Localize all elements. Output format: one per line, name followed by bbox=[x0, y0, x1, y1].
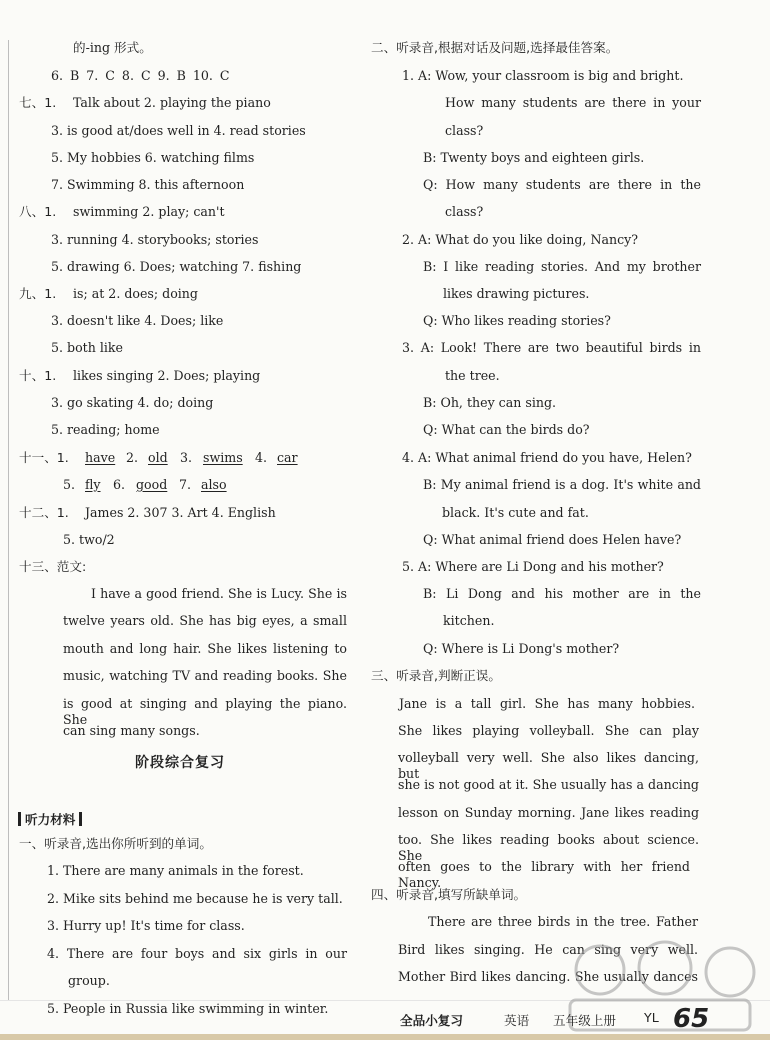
essay-line bbox=[63, 668, 347, 684]
footer-brand: 全品小复习 bbox=[400, 1013, 463, 1028]
essay-line bbox=[63, 613, 347, 629]
tag-bar bbox=[79, 812, 82, 826]
dialogue-line: likes drawing pictures. bbox=[443, 286, 590, 301]
question-line: 1. There are many animals in the forest. bbox=[47, 863, 304, 878]
answer-line: is; at 2. does; doing bbox=[73, 286, 198, 301]
question-line: 2. Mike sits behind me because he is very tall. bbox=[47, 891, 343, 906]
section-number: 十一、1. bbox=[19, 450, 69, 465]
passage-text: Bird likes singing. He can sing very well. bbox=[398, 942, 698, 957]
question-line bbox=[47, 946, 347, 962]
section-heading: 阶段综合复习 bbox=[135, 755, 225, 771]
answer-line: Talk about 2. playing the piano bbox=[73, 95, 271, 110]
dialogue-line: 1. A: Wow, your classroom is big and bright. bbox=[402, 68, 684, 83]
essay-text: I have a good friend. She is Lucy. She is bbox=[91, 586, 347, 601]
section-title: 一、听录音,选出你所听到的单词。 bbox=[19, 836, 212, 851]
essay-line bbox=[91, 586, 347, 602]
dialogue-line bbox=[423, 586, 701, 602]
answer-line: 5. reading; home bbox=[51, 422, 160, 437]
section-number: 十二、1. bbox=[19, 505, 69, 520]
answer-line: 3. is good at/does well in 4. read stories bbox=[51, 123, 306, 138]
passage-line bbox=[398, 777, 699, 793]
dialogue-line bbox=[402, 340, 701, 356]
question-line: 5. People in Russia like swimming in winter. bbox=[47, 1001, 329, 1016]
answer-word: car bbox=[277, 450, 298, 465]
dialogue-line: Q: Where is Li Dong's mother? bbox=[423, 641, 620, 656]
section-number: 九、1. bbox=[19, 286, 57, 301]
dialogue-line: black. It's cute and fat. bbox=[442, 505, 589, 520]
passage-line bbox=[399, 696, 695, 712]
dialogue-line bbox=[423, 259, 701, 275]
dialogue-line: Q: Who likes reading stories? bbox=[423, 313, 611, 328]
underlined-word bbox=[148, 450, 168, 466]
section-number: 十、1. bbox=[19, 368, 57, 383]
passage-line bbox=[428, 914, 698, 930]
answer-line: swimming 2. play; can't bbox=[73, 204, 225, 219]
photo-edge-strip bbox=[0, 1034, 770, 1040]
passage-text: too. She likes reading books about science. She bbox=[398, 832, 699, 863]
answer-line: 5. drawing 6. Does; watching 7. fishing bbox=[51, 259, 302, 274]
answer-line: 6. B 7. C 8. C 9. B 10. C bbox=[51, 68, 230, 83]
answer-line: 5. My hobbies 6. watching films bbox=[51, 150, 255, 165]
tag-label: 听力材料 bbox=[25, 812, 76, 827]
answer-line: James 2. 307 3. Art 4. English bbox=[85, 505, 276, 520]
passage-line bbox=[398, 805, 699, 821]
question-line: 3. Hurry up! It's time for class. bbox=[47, 918, 245, 933]
answer-word: fly bbox=[85, 477, 101, 492]
answer-line: 5. two/2 bbox=[63, 532, 115, 547]
dialogue-line: class? bbox=[445, 204, 484, 219]
passage-text: volleyball very well. She also likes dancing, but bbox=[398, 750, 699, 781]
dialogue-line: B: Twenty boys and eighteen girls. bbox=[423, 150, 645, 165]
item-number: 4. bbox=[255, 450, 268, 465]
footer-subject: 英语 bbox=[504, 1013, 530, 1028]
answer-line: 5. both like bbox=[51, 340, 123, 355]
dialogue-line bbox=[445, 95, 701, 111]
dialogue-line bbox=[423, 177, 701, 193]
question-line: group. bbox=[68, 973, 110, 988]
item-number: 7. bbox=[179, 477, 192, 492]
dialogue-line: 5. A: Where are Li Dong and his mother? bbox=[402, 559, 664, 574]
section-title: 十三、范文: bbox=[19, 559, 87, 574]
dialogue-text: B: Li Dong and his mother are in the bbox=[423, 586, 701, 601]
footer-grade: 五年级上册 bbox=[553, 1013, 616, 1028]
section-number: 七、1. bbox=[19, 95, 57, 110]
item-number: 2. bbox=[126, 450, 139, 465]
footer-edition: YL bbox=[644, 1010, 659, 1025]
dialogue-line: Q: What can the birds do? bbox=[423, 422, 590, 437]
underlined-word bbox=[203, 450, 243, 466]
section-title: 四、听录音,填写所缺单词。 bbox=[371, 887, 527, 902]
dialogue-text: 3. A: Look! There are two beautiful birds in bbox=[402, 340, 701, 355]
essay-text: music, watching TV and reading books. She bbox=[63, 668, 347, 683]
essay-text: twelve years old. She has big eyes, a small bbox=[63, 613, 347, 628]
essay-line bbox=[63, 641, 347, 657]
section-number: 八、1. bbox=[19, 204, 57, 219]
item-number: 6. bbox=[113, 477, 126, 492]
dialogue-text: How many students are there in your bbox=[445, 95, 701, 110]
answer-line: 3. doesn't like 4. Does; like bbox=[51, 313, 224, 328]
answer-line: 7. Swimming 8. this afternoon bbox=[51, 177, 245, 192]
dialogue-line: kitchen. bbox=[443, 613, 495, 628]
essay-line: can sing many songs. bbox=[63, 723, 200, 738]
answer-word: swims bbox=[203, 450, 243, 465]
passage-text: Jane is a tall girl. She has many hobbies. bbox=[399, 696, 695, 711]
answer-line: 3. running 4. storybooks; stories bbox=[51, 232, 259, 247]
answer-line: 的-ing 形式。 bbox=[73, 40, 152, 55]
passage-text: There are three birds in the tree. Father bbox=[428, 914, 698, 929]
answer-word: good bbox=[136, 477, 168, 492]
underlined-word bbox=[85, 450, 115, 466]
answer-word: also bbox=[201, 477, 227, 492]
passage-text: often goes to the library with her friend Nancy. bbox=[398, 859, 690, 890]
dialogue-line bbox=[423, 477, 701, 493]
essay-text: is good at singing and playing the piano. She bbox=[63, 696, 347, 727]
underlined-word bbox=[136, 477, 167, 493]
passage-line bbox=[398, 723, 699, 739]
section-title: 三、听录音,判断正误。 bbox=[371, 668, 501, 683]
underlined-word bbox=[277, 450, 298, 466]
underlined-word bbox=[85, 477, 101, 493]
passage-text: she is not good at it. She usually has a dancing bbox=[398, 777, 699, 792]
listening-material-tag bbox=[18, 809, 82, 828]
section-title: 二、听录音,根据对话及问题,选择最佳答案。 bbox=[371, 40, 619, 55]
question-text: 4. There are four boys and six girls in our bbox=[47, 946, 347, 961]
dialogue-line: class? bbox=[445, 123, 484, 138]
dialogue-text: B: My animal friend is a dog. It's white and bbox=[423, 477, 701, 492]
passage-text: lesson on Sunday morning. Jane likes reading bbox=[398, 805, 699, 820]
tag-bar bbox=[18, 812, 21, 826]
answer-word: old bbox=[148, 450, 168, 465]
essay-text: mouth and long hair. She likes listening to bbox=[63, 641, 347, 656]
answer-line: 3. go skating 4. do; doing bbox=[51, 395, 214, 410]
answer-word: have bbox=[85, 450, 116, 465]
item-number: 5. bbox=[63, 477, 76, 492]
dialogue-line: 2. A: What do you like doing, Nancy? bbox=[402, 232, 638, 247]
passage-text: She likes playing volleyball. She can play bbox=[398, 723, 699, 738]
dialogue-line: 4. A: What animal friend do you have, Helen? bbox=[402, 450, 692, 465]
dialogue-text: Q: How many students are there in the bbox=[423, 177, 701, 192]
page-binding-edge bbox=[8, 40, 9, 1000]
answer-line: likes singing 2. Does; playing bbox=[73, 368, 261, 383]
passage-text: Mother Bird likes dancing. She usually dances bbox=[398, 969, 698, 984]
page-number: 65 bbox=[673, 1004, 710, 1034]
dialogue-line: Q: What animal friend does Helen have? bbox=[423, 532, 682, 547]
dialogue-text: B: I like reading stories. And my brother bbox=[423, 259, 701, 274]
underlined-word bbox=[201, 477, 227, 493]
item-number: 3. bbox=[180, 450, 193, 465]
dialogue-line: the tree. bbox=[445, 368, 500, 383]
dialogue-line: B: Oh, they can sing. bbox=[423, 395, 557, 410]
